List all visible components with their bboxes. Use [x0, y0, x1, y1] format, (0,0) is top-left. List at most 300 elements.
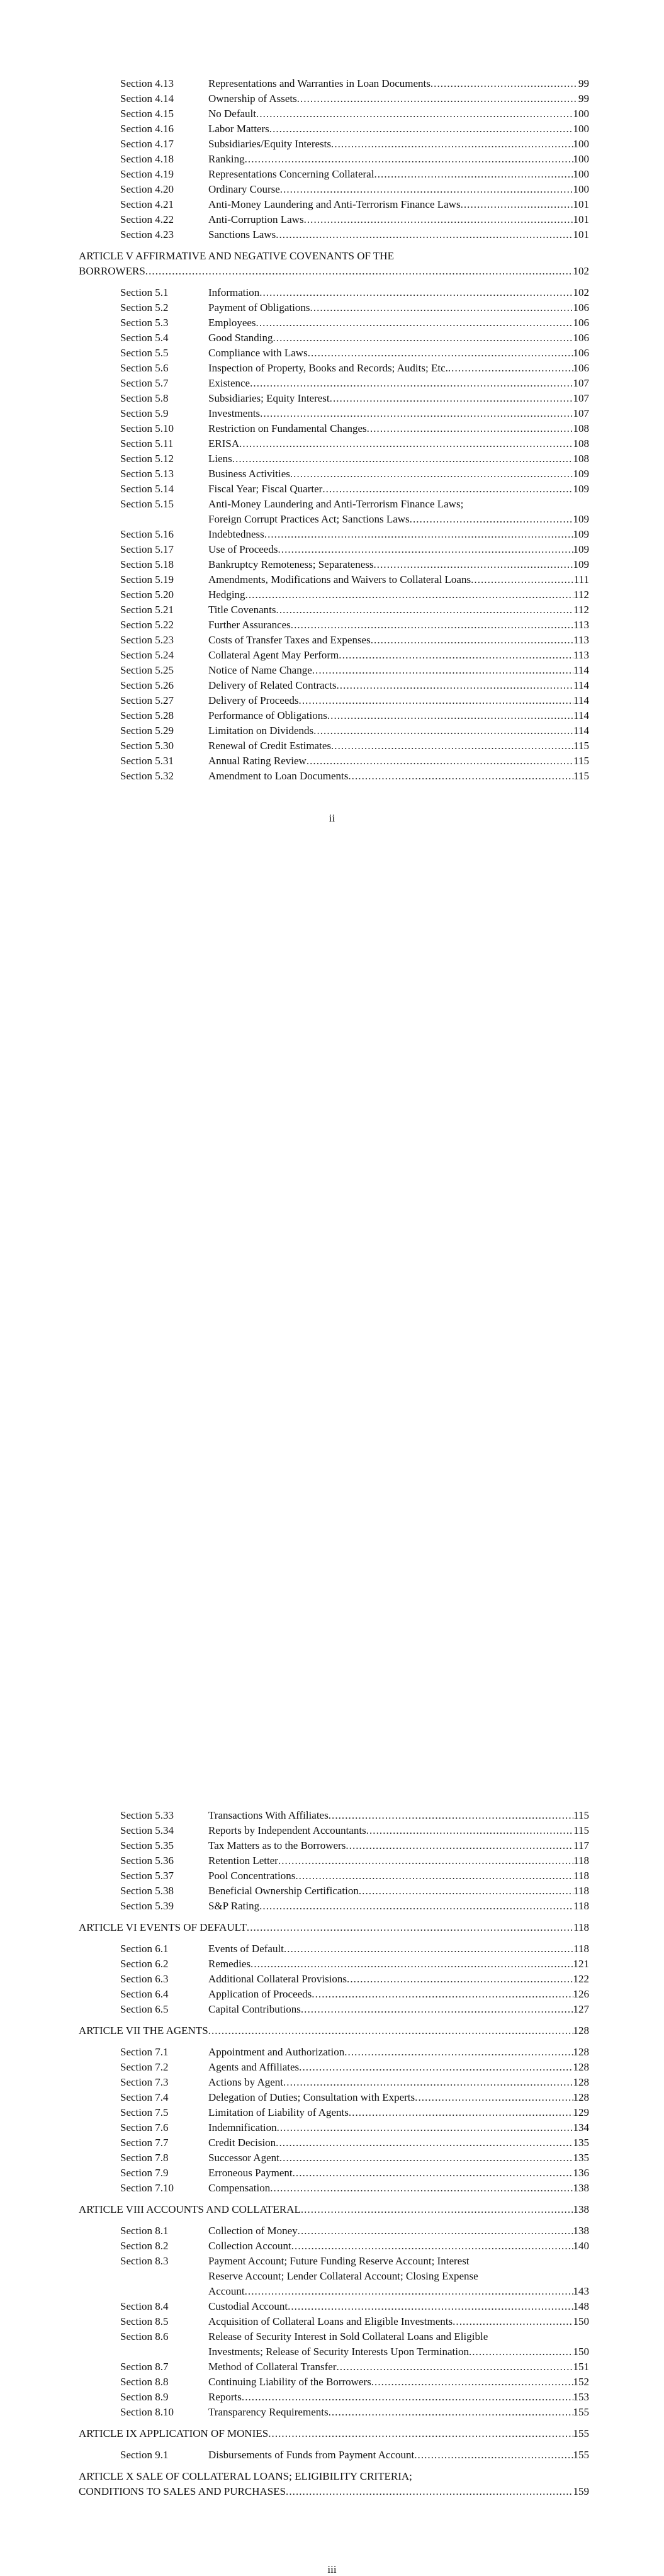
page-reference: 114	[573, 725, 589, 737]
dot-leader	[250, 1957, 573, 1972]
section-title	[208, 391, 589, 406]
toc-section-entry[interactable]	[120, 769, 589, 784]
toc-section-entry[interactable]	[120, 391, 589, 406]
page-reference: 148	[573, 2300, 589, 2312]
entry-title: Labor Matters	[208, 123, 269, 135]
section-number: Section 8.8	[120, 2376, 169, 2388]
page-reference: 138	[573, 2203, 589, 2215]
toc-section-entry[interactable]	[120, 557, 589, 572]
entry-title-line	[79, 2023, 589, 2038]
section-title	[208, 466, 589, 482]
section-number: Section 7.9	[120, 2167, 169, 2179]
page-reference: 118	[573, 1885, 589, 1897]
section-group-article-vi	[0, 1941, 664, 2017]
toc-section-entry[interactable]	[120, 1899, 589, 1914]
section-number: Section 4.22	[120, 213, 174, 225]
page-reference: 112	[573, 604, 589, 616]
toc-section-entry[interactable]	[120, 167, 589, 182]
entry-title: Investments; Release of Security Interests Upon Termination	[208, 2346, 469, 2358]
dot-leader	[260, 406, 573, 421]
toc-section-entry[interactable]	[120, 497, 589, 527]
toc-section-entry[interactable]	[120, 1808, 589, 1823]
section-title	[208, 633, 589, 648]
entry-title-line	[208, 693, 589, 708]
entry-title-line	[208, 2075, 589, 2090]
dot-leader	[259, 285, 573, 300]
section-number: Section 5.18	[120, 558, 174, 570]
section-number: Section 5.19	[120, 573, 174, 585]
page-reference: 138	[573, 2182, 589, 2194]
section-title	[208, 2002, 589, 2017]
entry-title-line	[208, 527, 589, 542]
toc-section-entry[interactable]	[120, 137, 589, 152]
entry-title-line	[208, 769, 589, 784]
section-title	[208, 227, 589, 242]
entry-title-line	[208, 618, 589, 633]
entry-title-line	[208, 2375, 589, 2390]
section-title	[208, 436, 589, 451]
entry-title-line	[79, 2484, 589, 2499]
entry-title-line	[208, 2344, 589, 2359]
entry-title-line	[208, 738, 589, 754]
section-title	[208, 1838, 589, 1853]
dot-leader	[367, 421, 573, 436]
toc-section-entry[interactable]	[120, 421, 589, 436]
toc-section-entry[interactable]	[120, 451, 589, 466]
page-reference: 107	[573, 407, 589, 419]
dot-leader	[301, 2202, 573, 2217]
dot-leader	[347, 1972, 573, 1987]
toc-section-entry[interactable]	[120, 1838, 589, 1853]
entry-title: Use of Proceeds	[208, 543, 278, 555]
section-number: Section 7.7	[120, 2137, 169, 2149]
section-number: Section 5.10	[120, 422, 174, 434]
page-reference: 114	[573, 694, 589, 706]
section-title	[208, 663, 589, 678]
toc-section-entry[interactable]	[120, 227, 589, 242]
toc-section-entry[interactable]	[120, 738, 589, 754]
entry-title: Agents and Affiliates	[208, 2061, 300, 2073]
section-title	[208, 527, 589, 542]
entry-title: Notice of Name Change	[208, 664, 312, 676]
section-number: Section 6.5	[120, 2003, 169, 2015]
section-title	[208, 1957, 589, 1972]
toc-section-entry[interactable]	[120, 1868, 589, 1884]
article-vi-heading[interactable]	[79, 1920, 589, 1935]
dot-leader	[245, 2284, 573, 2299]
toc-section-entry[interactable]	[120, 2166, 589, 2181]
section-title	[208, 1823, 589, 1838]
page-reference: 109	[573, 528, 589, 540]
toc-section-entry[interactable]	[120, 2448, 589, 2463]
section-number: Section 5.2	[120, 302, 169, 314]
entry-title: Inspection of Property, Books and Records; Audits; Etc.	[208, 362, 448, 374]
entry-title: Costs of Transfer Taxes and Expenses	[208, 634, 371, 646]
entry-title-line	[208, 300, 589, 315]
section-number: Section 4.14	[120, 93, 174, 105]
dot-leader	[310, 300, 573, 315]
article-vii-heading[interactable]	[79, 2023, 589, 2038]
entry-title-line	[79, 264, 589, 279]
toc-section-entry[interactable]	[120, 2181, 589, 2196]
section-title	[208, 152, 589, 167]
entry-title-line	[208, 106, 589, 121]
section-number: Section 5.38	[120, 1885, 174, 1897]
section-title	[208, 212, 589, 227]
dot-leader	[359, 1884, 573, 1899]
toc-section-entry[interactable]	[120, 2375, 589, 2390]
dot-leader	[453, 2314, 573, 2329]
section-number: Section 5.9	[120, 407, 169, 419]
page-reference: 153	[573, 2391, 589, 2403]
article-v-heading[interactable]	[79, 249, 589, 279]
section-title	[208, 2045, 589, 2060]
dot-leader	[145, 264, 573, 279]
dot-leader	[256, 315, 573, 330]
dot-leader	[366, 1823, 573, 1838]
section-number: Section 5.12	[120, 453, 174, 465]
section-title	[208, 2299, 589, 2314]
section-number: Section 8.6	[120, 2330, 169, 2342]
toc-section-entry[interactable]	[120, 1884, 589, 1899]
entry-title-line	[208, 2181, 589, 2196]
entry-title: Foreign Corrupt Practices Act; Sanctions Laws	[208, 513, 410, 525]
entry-title-line	[208, 572, 589, 587]
page-reference: 115	[573, 770, 589, 782]
section-title	[208, 693, 589, 708]
section-title	[208, 2090, 589, 2105]
section-number: Section 5.16	[120, 528, 174, 540]
dot-leader	[278, 1853, 573, 1868]
entry-title: Remedies	[208, 1958, 251, 1970]
entry-title: Hedging	[208, 589, 245, 601]
page-reference: 100	[573, 108, 589, 120]
toc-section-entry[interactable]	[120, 2329, 589, 2359]
toc-section-entry[interactable]	[120, 121, 589, 137]
entry-title-line	[208, 723, 589, 738]
entry-title-line	[208, 1853, 589, 1868]
page-reference: 114	[573, 679, 589, 691]
entry-title-line	[208, 2284, 589, 2299]
entry-title: Pool Concentrations	[208, 1870, 296, 1882]
entry-title-line	[208, 197, 589, 212]
page-reference: 140	[573, 2240, 589, 2252]
toc-section-entry[interactable]	[120, 436, 589, 451]
dot-leader	[256, 106, 573, 121]
entry-title-line	[208, 602, 589, 618]
section-title	[208, 1899, 589, 1914]
section-number: Section 7.8	[120, 2152, 169, 2164]
section-number: Section 5.22	[120, 619, 174, 631]
section-title	[208, 361, 589, 376]
dot-leader	[290, 466, 573, 482]
toc-section-entry[interactable]	[120, 2105, 589, 2120]
toc-section-entry[interactable]	[120, 663, 589, 678]
section-group-article-v	[0, 285, 664, 784]
section-number: Section 8.4	[120, 2300, 169, 2312]
toc-section-entry[interactable]	[120, 285, 589, 300]
toc-section-entry[interactable]	[120, 182, 589, 197]
entry-title: Investments	[208, 407, 261, 419]
section-title	[208, 1884, 589, 1899]
entry-title-line	[208, 1899, 589, 1914]
entry-title-line	[208, 1957, 589, 1972]
entry-title-line	[208, 167, 589, 182]
toc-section-entry[interactable]	[120, 2359, 589, 2375]
entry-title-line	[208, 708, 589, 723]
toc-section-entry[interactable]	[120, 482, 589, 497]
page-reference: 109	[573, 513, 589, 525]
page-reference: 152	[573, 2376, 589, 2388]
page-reference: 113	[573, 649, 589, 661]
page-reference: 118	[573, 1900, 589, 1912]
entry-title: Continuing Liability of the Borrowers	[208, 2376, 371, 2388]
section-number: Section 7.6	[120, 2121, 169, 2133]
page-reference: 108	[573, 453, 589, 465]
page-reference: 118	[573, 1921, 589, 1933]
page-reference: 115	[573, 740, 589, 752]
dot-leader	[448, 361, 573, 376]
dot-leader	[297, 91, 578, 106]
entry-title-line	[208, 436, 589, 451]
entry-title-line	[208, 1941, 589, 1957]
dot-leader	[374, 167, 573, 182]
toc-section-entry[interactable]	[120, 2405, 589, 2420]
entry-title-line	[208, 2150, 589, 2166]
section-title	[208, 76, 589, 91]
page-reference: 150	[573, 2315, 589, 2327]
toc-section-entry[interactable]	[120, 693, 589, 708]
toc-section-entry[interactable]	[120, 2090, 589, 2105]
article-ix-heading[interactable]	[79, 2426, 589, 2441]
entry-title-line	[208, 1987, 589, 2002]
entry-title-line	[208, 121, 589, 137]
page-reference: 100	[573, 168, 589, 180]
page-reference: 138	[573, 2225, 589, 2237]
toc-section-entry[interactable]	[120, 466, 589, 482]
entry-title: Collateral Agent May Perform	[208, 649, 339, 661]
entry-title: S&P Rating	[208, 1900, 260, 1912]
toc-section-entry[interactable]	[120, 633, 589, 648]
section-number: Section 6.3	[120, 1973, 169, 1985]
section-number: Section 5.14	[120, 483, 174, 495]
page-reference: 114	[573, 664, 589, 676]
section-title	[208, 1808, 589, 1823]
toc-section-entry[interactable]	[120, 1853, 589, 1868]
entry-title: Renewal of Credit Estimates	[208, 740, 331, 752]
toc-section-entry[interactable]	[120, 2223, 589, 2239]
entry-title-line	[208, 2405, 589, 2420]
section-title	[208, 1941, 589, 1957]
article-viii-heading[interactable]	[79, 2202, 589, 2217]
section-title	[208, 2314, 589, 2329]
section-title	[208, 2239, 589, 2254]
dot-leader	[291, 2239, 573, 2254]
section-number: Section 5.1	[120, 286, 169, 298]
entry-title-line	[208, 2120, 589, 2135]
section-title	[208, 421, 589, 436]
section-title	[208, 137, 589, 152]
dot-leader	[276, 602, 574, 618]
toc-section-entry[interactable]	[120, 648, 589, 663]
entry-title: Ranking	[208, 153, 245, 165]
dot-leader	[280, 182, 573, 197]
section-number: Section 7.3	[120, 2076, 169, 2088]
dot-leader	[327, 708, 573, 723]
toc-section-entry[interactable]	[120, 2390, 589, 2405]
toc-section-entry[interactable]	[120, 376, 589, 391]
entry-title-line: Payment Account; Future Funding Reserve Account; Interest	[208, 2255, 470, 2267]
section-title	[208, 1868, 589, 1884]
toc-section-entry[interactable]	[120, 315, 589, 330]
section-title	[208, 91, 589, 106]
toc-section-entry[interactable]	[120, 708, 589, 723]
entry-title: Actions by Agent	[208, 2076, 283, 2088]
toc-section-entry[interactable]	[120, 754, 589, 769]
section-title	[208, 2329, 589, 2359]
toc-section-entry[interactable]	[120, 527, 589, 542]
entry-title: Representations and Warranties in Loan Documents	[208, 77, 430, 89]
toc-section-entry[interactable]	[120, 2060, 589, 2075]
toc-section-entry[interactable]	[120, 572, 589, 587]
page-reference: 128	[573, 2025, 589, 2037]
section-number: Section 5.37	[120, 1870, 174, 1882]
dot-leader	[276, 2135, 573, 2150]
dot-leader	[331, 738, 573, 754]
section-title	[208, 754, 589, 769]
section-number: Section 5.13	[120, 468, 174, 480]
toc-section-entry[interactable]	[120, 1972, 589, 1987]
section-title	[208, 738, 589, 754]
entry-title: BORROWERS	[79, 265, 145, 277]
toc-section-entry[interactable]	[120, 330, 589, 346]
dot-leader	[298, 2223, 573, 2239]
toc-section-entry[interactable]	[120, 152, 589, 167]
toc-section-entry[interactable]	[120, 602, 589, 618]
toc-section-entry[interactable]	[120, 300, 589, 315]
toc-section-entry[interactable]	[120, 2002, 589, 2017]
toc-section-entry[interactable]	[120, 1987, 589, 2002]
page-reference: 121	[573, 1958, 589, 1970]
page-reference: 100	[573, 183, 589, 195]
section-title	[208, 121, 589, 137]
entry-title-line	[208, 2359, 589, 2375]
entry-title-line	[208, 2239, 589, 2254]
toc-section-entry[interactable]	[120, 1823, 589, 1838]
entry-title: Payment of Obligations	[208, 302, 310, 314]
toc-section-entry[interactable]	[120, 406, 589, 421]
entry-title: Existence	[208, 377, 250, 389]
entry-title: Reports by Independent Accountants	[208, 1824, 366, 1836]
entry-title: Delegation of Duties; Consultation with Experts	[208, 2091, 415, 2103]
toc-section-entry[interactable]	[120, 1957, 589, 1972]
section-number: Section 5.5	[120, 347, 169, 359]
article-x-heading[interactable]	[79, 2469, 589, 2499]
dot-leader	[245, 587, 574, 602]
dot-leader	[301, 2002, 573, 2017]
page-reference: 106	[573, 332, 589, 344]
page-reference: 109	[573, 558, 589, 570]
section-number: Section 8.2	[120, 2240, 169, 2252]
toc-section-entry[interactable]	[120, 2239, 589, 2254]
entry-title: Reports	[208, 2391, 242, 2403]
section-number: Section 5.11	[120, 438, 174, 449]
entry-title: ARTICLE VII THE AGENTS	[79, 2025, 208, 2037]
entry-title: Tax Matters as to the Borrowers	[208, 1839, 346, 1851]
entry-title-line	[208, 2002, 589, 2017]
dot-leader	[208, 2023, 573, 2038]
section-group-article-viii	[0, 2223, 664, 2420]
entry-title: Sanctions Laws	[208, 229, 276, 240]
dot-leader	[414, 2448, 573, 2463]
toc-section-entry[interactable]	[120, 2045, 589, 2060]
entry-title: Anti-Money Laundering and Anti-Terrorism Finance Laws	[208, 198, 461, 210]
section-title	[208, 482, 589, 497]
toc-section-entry[interactable]	[120, 2314, 589, 2329]
dot-leader	[264, 527, 573, 542]
toc-section-entry[interactable]	[120, 212, 589, 227]
toc-section-entry[interactable]	[120, 723, 589, 738]
dot-leader	[283, 2075, 573, 2090]
toc-section-entry[interactable]	[120, 618, 589, 633]
section-title	[208, 346, 589, 361]
dot-leader	[242, 2390, 573, 2405]
page-reference: 100	[573, 138, 589, 150]
page-reference: 107	[573, 377, 589, 389]
section-number: Section 5.34	[120, 1824, 174, 1836]
section-number: Section 5.20	[120, 589, 174, 601]
section-title	[208, 618, 589, 633]
toc-section-entry[interactable]	[120, 106, 589, 121]
toc-section-entry[interactable]	[120, 197, 589, 212]
page-reference: 100	[573, 123, 589, 135]
toc-section-entry[interactable]	[120, 587, 589, 602]
page-reference: 106	[573, 347, 589, 359]
toc-section-entry[interactable]	[120, 91, 589, 106]
toc-section-entry[interactable]	[120, 2299, 589, 2314]
section-title	[208, 648, 589, 663]
entry-title-line	[208, 330, 589, 346]
toc-section-entry[interactable]	[120, 346, 589, 361]
section-title	[208, 406, 589, 421]
toc-section-entry[interactable]	[120, 542, 589, 557]
toc-section-entry[interactable]	[120, 2075, 589, 2090]
page-reference: 107	[573, 392, 589, 404]
entry-title: Indebtedness	[208, 528, 264, 540]
section-title	[208, 1972, 589, 1987]
dot-leader	[299, 693, 574, 708]
entry-title: Employees	[208, 317, 256, 329]
entry-title-line	[208, 1884, 589, 1899]
toc-list-page-ii	[0, 76, 664, 784]
toc-section-entry[interactable]	[120, 1941, 589, 1957]
toc-section-entry[interactable]	[120, 361, 589, 376]
entry-title-line: ARTICLE V AFFIRMATIVE AND NEGATIVE COVENANTS OF THE	[79, 250, 394, 262]
dot-leader	[329, 1808, 573, 1823]
page-reference: 109	[573, 483, 589, 495]
toc-section-entry[interactable]	[120, 76, 589, 91]
entry-title-line	[208, 482, 589, 497]
section-title	[208, 451, 589, 466]
section-number: Section 5.30	[120, 740, 174, 752]
dot-leader	[344, 2045, 573, 2060]
toc-section-entry[interactable]	[120, 2135, 589, 2150]
toc-section-entry[interactable]	[120, 2254, 589, 2299]
toc-section-entry[interactable]	[120, 678, 589, 693]
section-number: Section 4.17	[120, 138, 174, 150]
toc-section-entry[interactable]	[120, 2150, 589, 2166]
toc-section-entry[interactable]	[120, 2120, 589, 2135]
